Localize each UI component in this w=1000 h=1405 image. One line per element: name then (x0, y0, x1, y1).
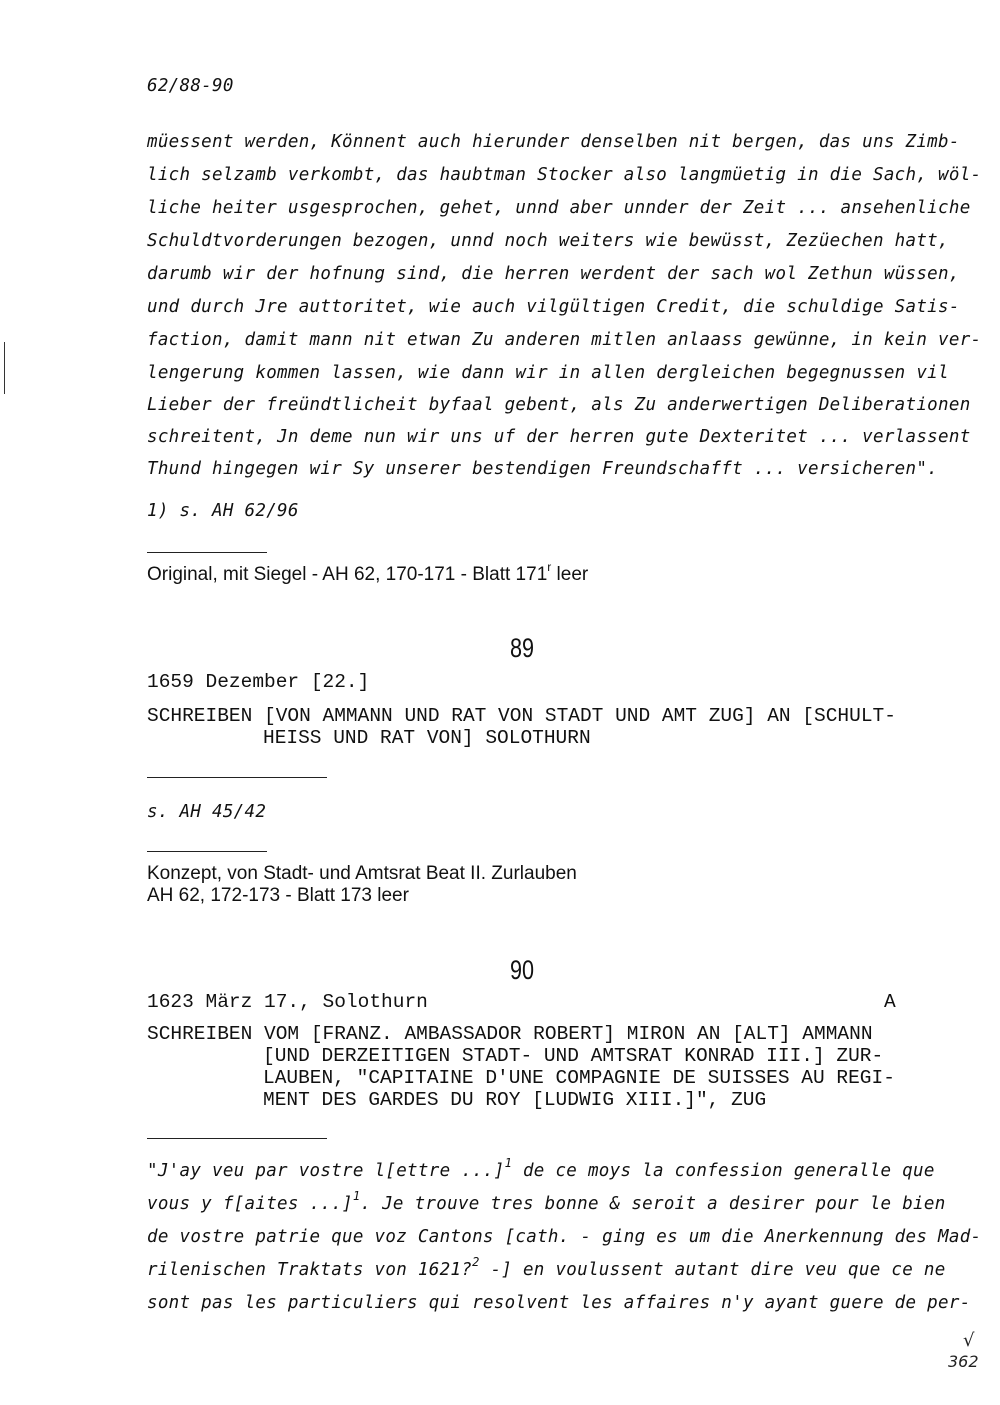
text-line: müessent werden, Könnent auch hierunder denselben nit bergen, das uns Zimb- (147, 132, 960, 152)
entry-title-line: LAUBEN, "CAPITAINE D'UNE COMPAGNIE DE SUISSES AU REGI- (263, 1067, 895, 1089)
entry-number: 90 (510, 955, 535, 985)
margin-mark (4, 342, 11, 394)
text-line: liche heiter usgesprochen, gehet, unnd aber unnder der Zeit ... ansehenliche (147, 198, 971, 218)
separator-rule (147, 1138, 327, 1139)
reference: s. AH 45/42 (147, 802, 267, 822)
text-span: rilenischen Traktats von 1621? (147, 1260, 473, 1280)
text-line (147, 1156, 935, 1183)
footnote-ref: 1 (504, 1156, 513, 1170)
entry-title-line: [UND DERZEITIGEN STADT- UND AMTSRAT KONRAD III.] ZUR- (263, 1045, 884, 1067)
footnote: 1) s. AH 62/96 (147, 501, 299, 521)
entry-title-line: SCHREIBEN VOM [FRANZ. AMBASSADOR ROBERT] MIRON AN [ALT] AMMANN (147, 1023, 873, 1045)
page-header: 62/88-90 (147, 76, 234, 96)
text-span: de ce moys la confession generalle que (512, 1161, 935, 1181)
entry-title-line: MENT DES GARDES DU ROY [LUDWIG XIII.]", ZUG (263, 1089, 767, 1111)
source-note: AH 62, 172-173 - Blatt 173 leer (147, 885, 409, 906)
source-note (147, 560, 589, 587)
entry-title-line: HEISS UND RAT VON] SOLOTHURN (263, 727, 591, 749)
text-line: faction, damit mann nit etwan Zu anderen mitlen anlaass gewünne, in kein ver- (147, 330, 982, 350)
entry-mark: A (884, 991, 896, 1013)
entry-number: 89 (510, 633, 535, 663)
source-sup: r (547, 560, 552, 574)
text-line: de vostre patrie que voz Cantons [cath. - ging es um die Anerkennung des Mad- (147, 1227, 982, 1247)
text-line: schreitent, Jn deme nun wir uns uf der herren gute Dexteritet ... verlassent (147, 427, 971, 447)
entry-title-line: SCHREIBEN [VON AMMANN UND RAT VON STADT UND AMT ZUG] AN [SCHULT- (147, 705, 896, 727)
separator-rule (147, 777, 327, 778)
text-line: darumb wir der hofnung sind, die herren werdent der sach wol Zethun wüssen, (147, 264, 960, 284)
text-line (147, 1255, 946, 1282)
source-tail: leer (551, 564, 589, 585)
text-line (147, 1189, 946, 1216)
text-line: und durch Jre auttoritet, wie auch vilgültigen Credit, die schuldige Satis- (147, 297, 960, 317)
text-span: "J'ay veu par vostre l[ettre ...] (147, 1161, 505, 1181)
footnote-ref: 2 (472, 1255, 480, 1269)
source-note: Konzept, von Stadt- und Amtsrat Beat II. Zurlauben (147, 863, 577, 884)
text-span: . Je trouve tres bonne & seroit a desirer pour le bien (360, 1194, 946, 1214)
text-span: vous y f[aites ...] (147, 1194, 353, 1214)
text-line: Thund hingegen wir Sy unserer bestendigen Freundschafft ... versicheren". (147, 459, 939, 479)
separator-rule (147, 552, 267, 553)
text-span: -] en voulussent autant dire veu que ce ne (479, 1260, 946, 1280)
check-mark: √ (963, 1330, 975, 1351)
entry-date: 1623 März 17., Solothurn (147, 991, 428, 1013)
text-line: Lieber der freündtlicheit byfaal gebent, als Zu anderwertigen Deliberationen (147, 395, 971, 415)
text-line: sont pas les particuliers qui resolvent les affaires n'y ayant guere de per- (147, 1293, 971, 1313)
handwritten-page-number: 362 (948, 1352, 979, 1371)
text-line: Schuldtvorderungen bezogen, unnd noch weiters wie bewüsst, Zezüechen hatt, (147, 231, 949, 251)
separator-rule (147, 851, 267, 852)
source-main: Original, mit Siegel - AH 62, 170-171 - Blatt 171 (147, 564, 548, 585)
footnote-ref: 1 (352, 1189, 361, 1203)
text-line: lich selzamb verkombt, das haubtman Stocker also langmüetig in die Sach, wöl- (147, 165, 982, 185)
entry-date: 1659 Dezember [22.] (147, 671, 370, 693)
text-line: lengerung kommen lassen, wie dann wir in allen dergleichen begegnussen vil (147, 363, 949, 383)
